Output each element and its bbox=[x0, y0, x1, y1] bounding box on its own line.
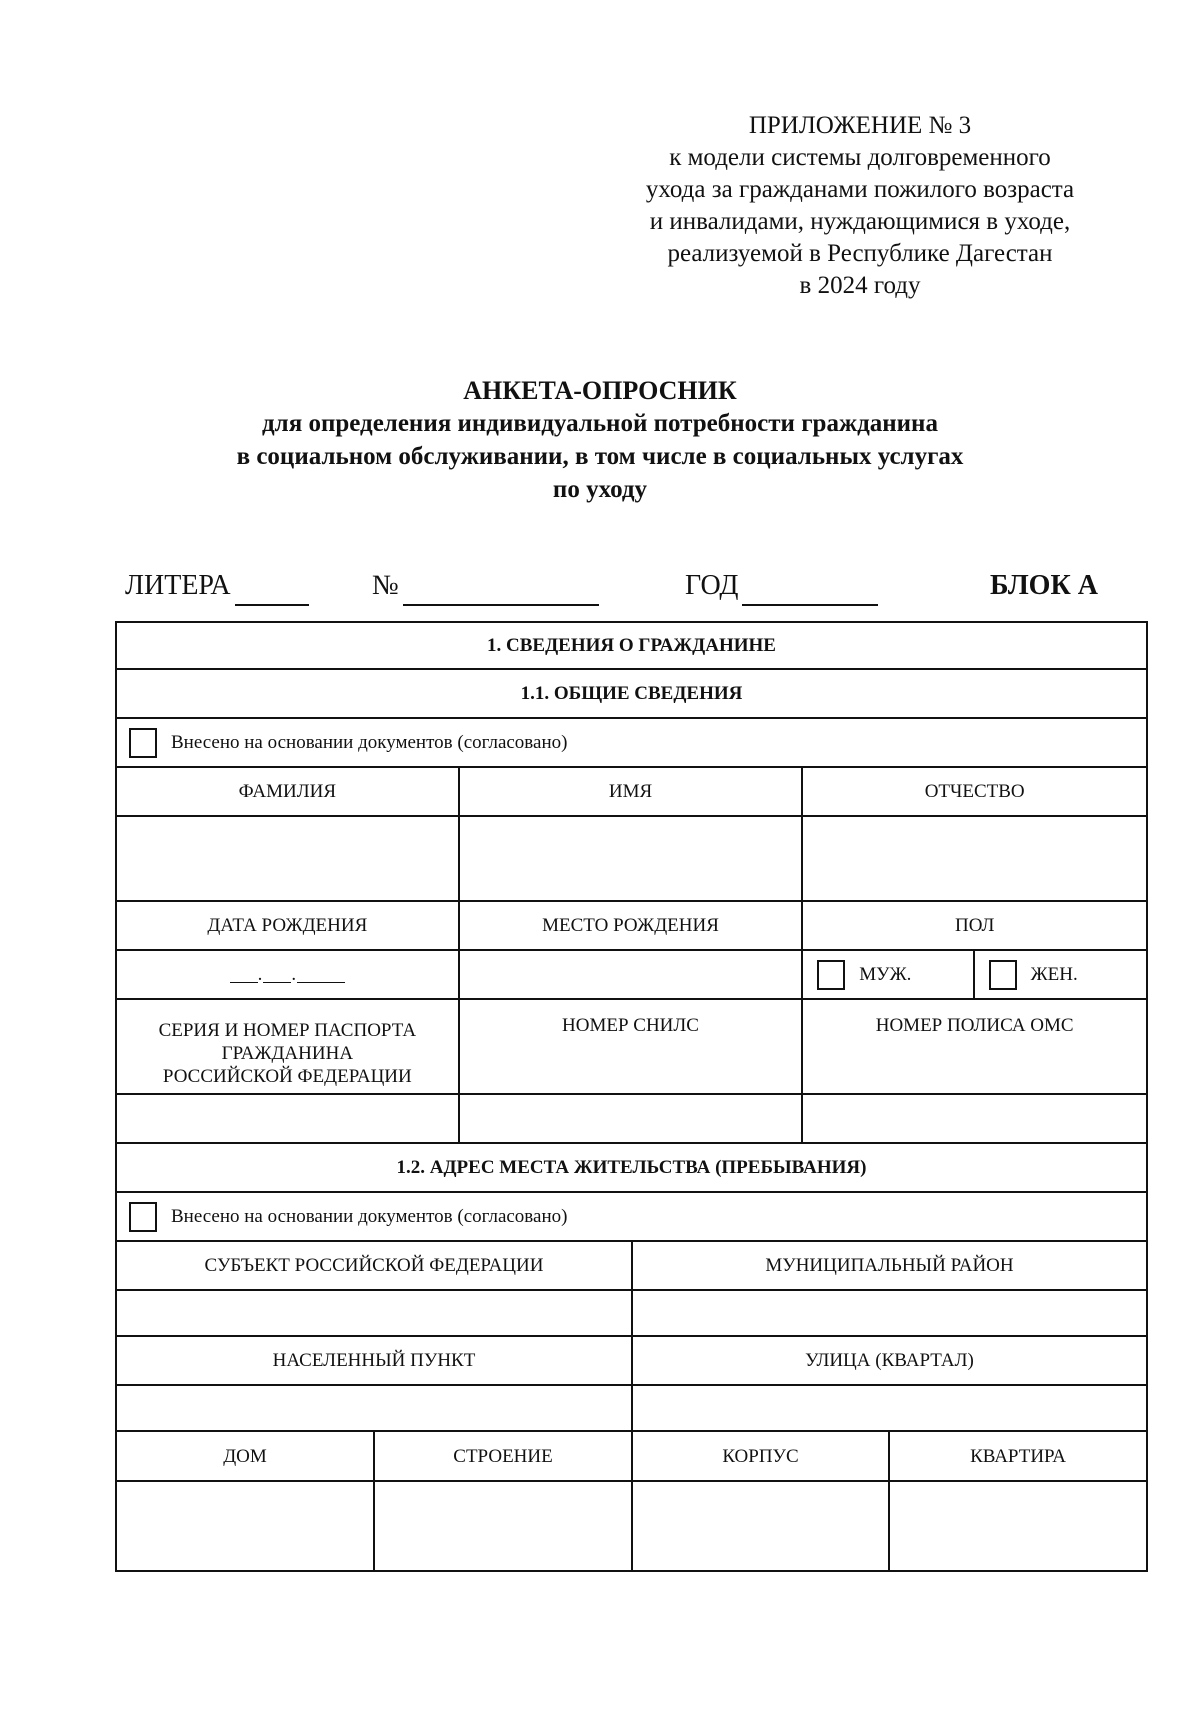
snils-label: НОМЕР СНИЛС bbox=[460, 1000, 804, 1093]
birth-place-input[interactable] bbox=[460, 951, 804, 998]
house-header-row bbox=[115, 1432, 1148, 1482]
document-title bbox=[100, 374, 1100, 506]
name-label: ИМЯ bbox=[460, 768, 804, 815]
section-1-2-title: 1.2. АДРЕС МЕСТА ЖИТЕЛЬСТВА (ПРЕБЫВАНИЯ) bbox=[396, 1157, 867, 1178]
passport-label-line: ГРАЖДАНИНА bbox=[221, 1043, 354, 1064]
year-field bbox=[685, 566, 878, 606]
number-field bbox=[372, 566, 599, 606]
apartment-input[interactable] bbox=[890, 1482, 1146, 1570]
apartment-label: КВАРТИРА bbox=[970, 1445, 1066, 1467]
sex-label: ПОЛ bbox=[954, 915, 995, 936]
title-sub: по уходу bbox=[552, 476, 648, 503]
house-input[interactable] bbox=[117, 1482, 375, 1570]
appendix-header bbox=[600, 110, 1120, 302]
passport-label bbox=[117, 1000, 460, 1093]
fio-header-row bbox=[115, 768, 1148, 817]
female-checkbox[interactable] bbox=[989, 960, 1017, 990]
patronymic-input[interactable] bbox=[803, 817, 1146, 900]
korpus-input[interactable] bbox=[633, 1482, 890, 1570]
date-separator: . bbox=[257, 964, 264, 985]
house-label: ДОМ bbox=[117, 1432, 375, 1480]
building-input[interactable] bbox=[375, 1482, 633, 1570]
title-sub: в социальном обслуживании, в том числе в социальных услугах bbox=[236, 443, 964, 470]
birth-date-label: ДАТА РОЖДЕНИЯ bbox=[117, 902, 460, 949]
name-input[interactable] bbox=[460, 817, 804, 900]
docs-checkbox-label-2: Внесено на основании документов (согласовано) bbox=[171, 1206, 568, 1227]
appendix-line: и инвалидами, нуждающимися в уходе, bbox=[649, 208, 1071, 235]
appendix-line: к модели системы долговременного bbox=[669, 144, 1051, 171]
locality-header-row bbox=[115, 1337, 1148, 1386]
male-label: МУЖ. bbox=[859, 964, 912, 985]
subject-label: СУБЪЕКТ РОССИЙСКОЙ ФЕДЕРАЦИИ bbox=[117, 1242, 633, 1289]
year-label: ГОД bbox=[685, 570, 739, 601]
docs-checkbox[interactable] bbox=[129, 728, 157, 758]
title-main: АНКЕТА-ОПРОСНИК bbox=[463, 376, 737, 405]
appendix-line: в 2024 году bbox=[799, 272, 921, 299]
street-label: УЛИЦА (КВАРТАЛ) bbox=[805, 1350, 974, 1371]
appendix-line: ухода за гражданами пожилого возраста bbox=[645, 176, 1075, 203]
docs-checkbox-row-2 bbox=[115, 1193, 1148, 1242]
docs-checkbox-2[interactable] bbox=[129, 1202, 157, 1232]
surname-label: ФАМИЛИЯ bbox=[117, 768, 460, 815]
year-input[interactable] bbox=[742, 574, 878, 606]
litera-input[interactable] bbox=[235, 574, 309, 606]
section-1-1-header bbox=[115, 670, 1148, 719]
passport-label-line: РОССИЙСКОЙ ФЕДЕРАЦИИ bbox=[162, 1066, 412, 1087]
snils-input[interactable] bbox=[460, 1095, 804, 1142]
number-input[interactable] bbox=[403, 574, 599, 606]
docs-checkbox-cell-2 bbox=[117, 1193, 1146, 1240]
house-input-row bbox=[115, 1482, 1148, 1572]
subject-input[interactable] bbox=[117, 1291, 633, 1335]
sex-female-option[interactable] bbox=[975, 951, 1146, 998]
section-1-1-title: 1.1. ОБЩИЕ СВЕДЕНИЯ bbox=[520, 683, 743, 704]
number-label: № bbox=[372, 570, 399, 601]
region-header-row bbox=[115, 1242, 1148, 1291]
docs-checkbox-label: Внесено на основании документов (согласовано) bbox=[171, 732, 568, 753]
birth-date-input[interactable] bbox=[117, 951, 460, 998]
docs-checkbox-cell bbox=[117, 719, 1146, 766]
oms-input[interactable] bbox=[803, 1095, 1146, 1142]
sex-male-option[interactable] bbox=[803, 951, 974, 998]
surname-input[interactable] bbox=[117, 817, 460, 900]
district-input[interactable] bbox=[633, 1291, 1146, 1335]
docs-checkbox-row bbox=[115, 719, 1148, 768]
locality-input-row bbox=[115, 1386, 1148, 1432]
street-input[interactable] bbox=[633, 1386, 1146, 1430]
citizen-form bbox=[115, 621, 1148, 1572]
building-label: СТРОЕНИЕ bbox=[375, 1432, 633, 1480]
district-label: МУНИЦИПАЛЬНЫЙ РАЙОН bbox=[765, 1255, 1014, 1276]
region-input-row bbox=[115, 1291, 1148, 1337]
locality-input[interactable] bbox=[117, 1386, 633, 1430]
birth-input-row bbox=[115, 951, 1148, 1000]
section-1-header bbox=[115, 621, 1148, 670]
passport-input[interactable] bbox=[117, 1095, 460, 1142]
birth-header-row bbox=[115, 902, 1148, 951]
male-checkbox[interactable] bbox=[817, 960, 845, 990]
section-1-title: 1. СВЕДЕНИЯ О ГРАЖДАНИНЕ bbox=[487, 635, 776, 656]
block-label: БЛОК А bbox=[990, 570, 1098, 601]
fio-input-row bbox=[115, 817, 1148, 902]
korpus-label: КОРПУС bbox=[633, 1432, 890, 1480]
appendix-line: реализуемой в Республике Дагестан bbox=[667, 240, 1053, 267]
documents-header-row bbox=[115, 1000, 1148, 1095]
oms-label: НОМЕР ПОЛИСА ОМС bbox=[875, 1015, 1074, 1036]
documents-input-row bbox=[115, 1095, 1148, 1144]
litera-label: ЛИТЕРА bbox=[125, 570, 231, 601]
locality-label: НАСЕЛЕННЫЙ ПУНКТ bbox=[117, 1337, 633, 1384]
birth-place-label: МЕСТО РОЖДЕНИЯ bbox=[460, 902, 804, 949]
passport-label-line: СЕРИЯ И НОМЕР ПАСПОРТА bbox=[158, 1020, 417, 1041]
section-1-2-header bbox=[115, 1144, 1148, 1193]
date-separator: . bbox=[291, 964, 298, 985]
patronymic-label: ОТЧЕСТВО bbox=[924, 781, 1025, 802]
appendix-line: ПРИЛОЖЕНИЕ № 3 bbox=[748, 112, 972, 139]
title-sub: для определения индивидуальной потребности гражданина bbox=[262, 410, 938, 437]
litera-field bbox=[125, 566, 309, 606]
female-label: ЖЕН. bbox=[1030, 964, 1078, 985]
